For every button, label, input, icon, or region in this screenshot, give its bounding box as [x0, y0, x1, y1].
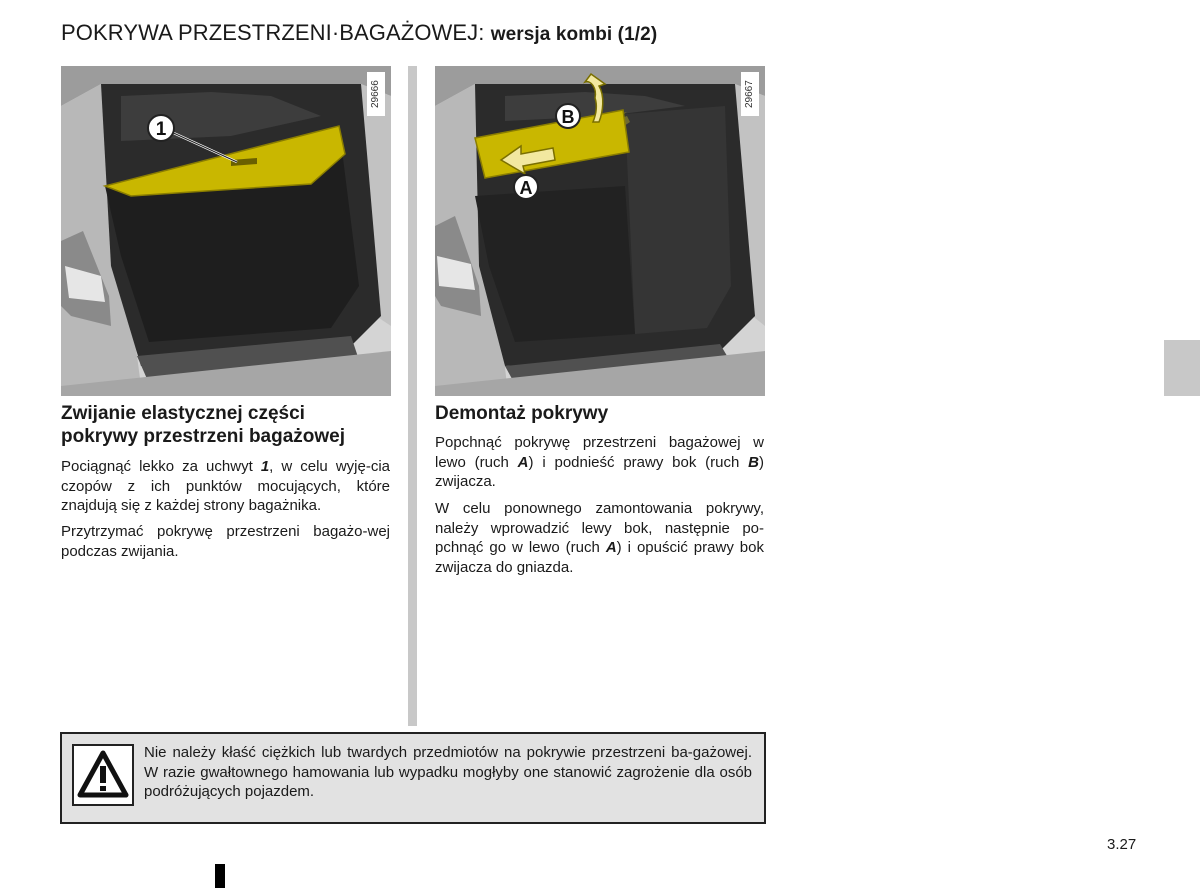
- figure-cover-removal: [435, 66, 765, 396]
- page-title-main: POKRYWA PRZESTRZENI·BAGAŻOWEJ:: [61, 20, 485, 45]
- paragraph: [435, 433, 764, 492]
- heading-line: Zwijanie elastycznej części: [61, 403, 305, 424]
- chapter-thumb-tab: [1164, 340, 1200, 396]
- figure-cover-retract-drawing: [61, 66, 391, 396]
- reference-label: B: [748, 453, 760, 471]
- figure-code: 29666: [367, 72, 385, 116]
- reference-label: A: [605, 539, 617, 556]
- text-run: ) zwijacza.: [435, 453, 765, 490]
- page-title: [61, 20, 657, 46]
- paragraph: [435, 499, 764, 577]
- page-number: 3.27: [1107, 836, 1137, 853]
- section-heading-retract: [61, 402, 391, 448]
- warning-text: Nie należy kłaść ciężkich lub twardych przedmiotów na pokrywie przestrzeni ba-gażowej. W razie gwałtownego hamowania lub wypadku mogłyby one stanowić zagrożenie dla osób podróżujących pojazdem.: [144, 744, 752, 800]
- callout-b-label: B: [561, 107, 575, 127]
- callout-1-label: 1: [155, 119, 167, 140]
- text-run: W celu ponownego zamontowania pokrywy, należy wprowadzić lewy bok, następnie po-pchnąć go w lewo (ruch: [435, 500, 764, 556]
- crop-mark: [215, 864, 225, 888]
- text-run: ) i podnieść prawy bok (ruch: [528, 453, 740, 471]
- reference-label: 1: [260, 458, 270, 475]
- figure-cover-retract: [61, 66, 391, 396]
- paragraph: [61, 457, 390, 516]
- section-heading-removal: Demontaż pokrywy: [435, 403, 609, 424]
- figure-code: 29667: [741, 72, 759, 116]
- warning-box: [60, 732, 766, 824]
- callout-a-label: A: [519, 178, 533, 198]
- page-title-sub: wersja kombi (1/2): [490, 24, 658, 45]
- text-run: Popchnąć pokrywę przestrzeni bagażowej w lewo (ruch: [435, 434, 764, 471]
- column-divider: [408, 66, 417, 726]
- figure-cover-removal-drawing: [435, 66, 765, 396]
- paragraph: Przytrzymać pokrywę przestrzeni bagażo-wej podczas zwijania.: [61, 523, 390, 560]
- warning-triangle-icon: [72, 744, 134, 806]
- text-run: , w celu wyję-cia czopów z ich punktów mocujących, które znajdują się z każdej strony bagażnika.: [61, 458, 390, 514]
- reference-label: A: [517, 453, 529, 471]
- heading-line: pokrywy przestrzeni bagażowej: [61, 426, 346, 447]
- text-run: ) i opuścić prawy bok zwijacza do gniazda.: [435, 539, 764, 576]
- text-run: Pociągnąć lekko za uchwyt: [61, 458, 253, 475]
